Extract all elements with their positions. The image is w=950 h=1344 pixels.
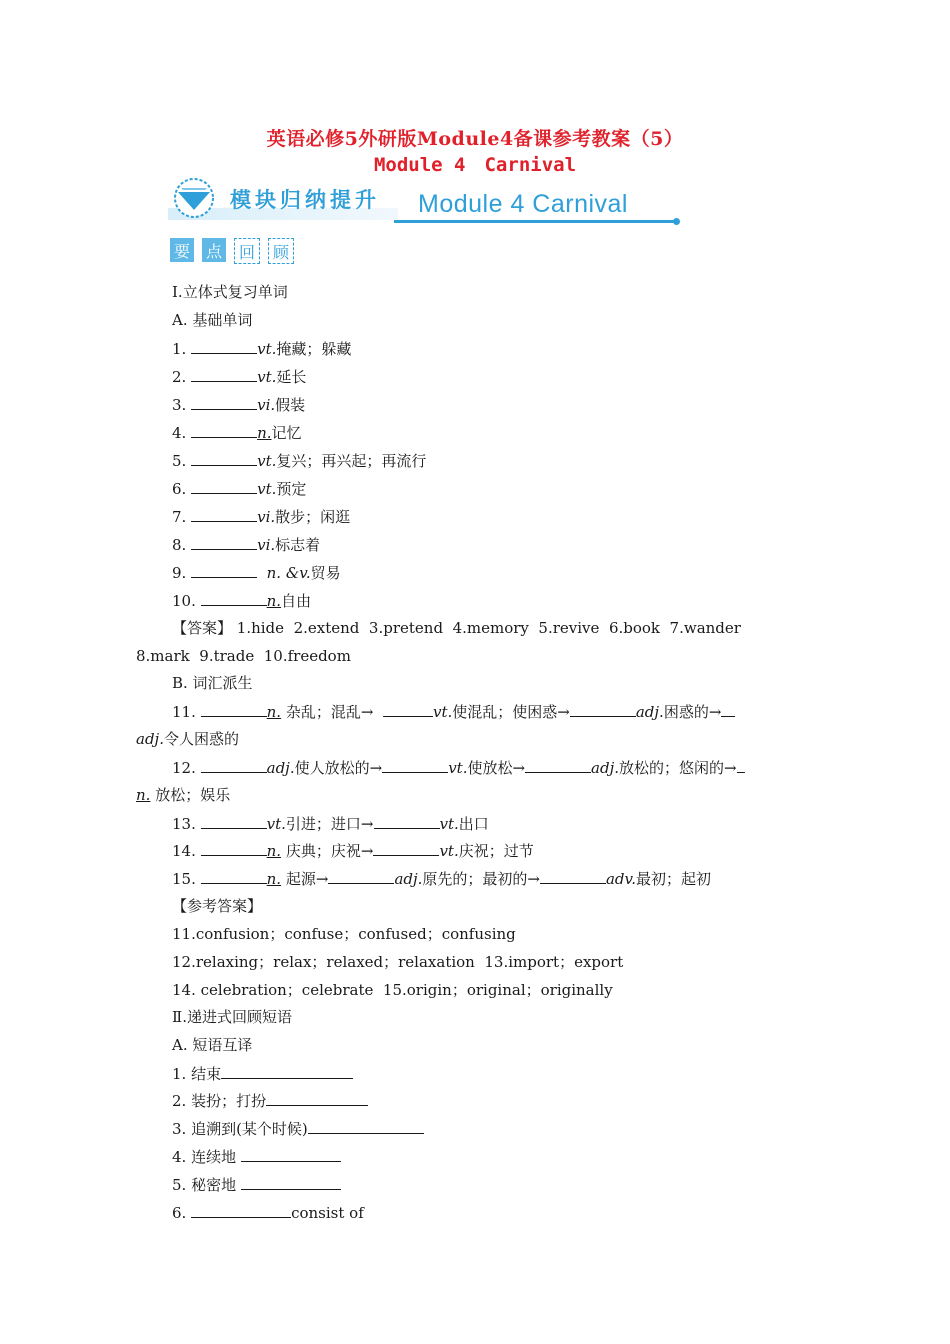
answer-blank[interactable] [721,701,735,717]
word-meaning: 放松；娱乐 [155,786,231,804]
word-meaning: 出口 [458,815,489,833]
word-meaning: 杂乱；混乱→ [285,703,374,721]
part-of-speech: n. [266,592,282,610]
item-number: 8. [172,536,187,554]
word-meaning: 引进；进口→ [285,815,374,833]
derive-item-14 [172,840,534,861]
answer-blank[interactable] [201,590,267,606]
derive-item-12-cont [136,785,230,805]
phrase-prompt: 4. 连续地 [172,1148,241,1166]
banner-rule [394,220,676,223]
part-of-speech: vi. [257,508,276,526]
answer-blank[interactable] [266,1090,368,1106]
word-meaning: 掩藏；躲藏 [276,340,352,358]
section-tag: 回 [234,238,260,264]
answer-blank[interactable] [191,394,257,410]
phrase-prompt: 5. 秘密地 [172,1176,241,1194]
item-number: 4. [172,424,187,442]
answer-blank[interactable] [201,757,267,773]
answer-blank[interactable] [382,757,448,773]
item-number: 2. [172,368,187,386]
derive-item-15 [172,868,711,889]
derive-item-11 [172,701,735,722]
reference-answer-label: 【参考答案】 [172,897,263,915]
section-tag: 点 [202,238,226,262]
document-subtitle: Module 4 Carnival [373,154,577,176]
part2-heading: Ⅱ.递进式回顾短语 [172,1008,292,1026]
part-of-speech: vt. [439,842,459,860]
item-number: 14. [172,842,196,860]
part-of-speech: vt. [257,368,277,386]
part1-sub-a: A. 基础单词 [172,311,253,329]
banner-dot [673,218,680,225]
banner-chinese-title: 模块归纳提升 [230,188,380,212]
phrase-english: consist of [291,1204,364,1222]
part1-heading: Ⅰ.立体式复习单词 [172,283,288,301]
word-meaning: 困惑的→ [663,703,722,721]
word-item [172,478,306,499]
word-meaning: 散步；闲逛 [275,508,351,526]
part-of-speech: n. [266,870,282,888]
section-tag-group [170,238,302,266]
item-number: 10. [172,592,196,610]
part-of-speech: vi. [257,396,276,414]
word-meaning: 自由 [281,592,312,610]
part-of-speech: vt. [257,340,277,358]
item-number: 11. [172,703,196,721]
part-of-speech: vt. [432,703,453,721]
part1-sub-b: B. 词汇派生 [172,674,253,692]
word-meaning: 原先的；最初的→ [422,870,540,888]
word-meaning: 记忆 [271,424,302,442]
phrase-item [172,1202,364,1223]
part-of-speech: vt. [448,759,468,777]
answer-text: 1.hide 2.extend 3.pretend 4.memory 5.revive 6.book 7.wander [232,619,741,637]
module-banner [168,176,680,228]
section-tag: 顾 [268,238,294,264]
word-meaning: 令人困惑的 [163,730,239,748]
phrase-prompt: 3. 追溯到(某个时候) [172,1120,308,1138]
answer-blank[interactable] [373,840,439,856]
phrase-item [172,1118,424,1139]
phrase-item [172,1146,341,1167]
answer-blank[interactable] [540,868,606,884]
part-of-speech: n. [136,786,151,804]
part-of-speech: adj. [394,870,423,888]
part-of-speech: n. &v. [266,564,311,582]
document-title: 英语必修5外研版Module4备课参考教案（5） [266,128,684,150]
answer-blank[interactable] [221,1063,353,1079]
part-of-speech: adj. [136,730,164,748]
part-of-speech: adj. [635,703,664,721]
answer-blank[interactable] [328,868,394,884]
part-of-speech: adj. [266,759,295,777]
word-meaning: 使人放松的→ [294,759,383,777]
answer-blank[interactable] [201,840,267,856]
triangle-badge-icon [172,178,216,218]
answer-blank[interactable] [570,701,636,717]
item-number: 3. [172,396,187,414]
answer-blank[interactable] [525,757,591,773]
answer-blank[interactable] [201,701,267,717]
item-number: 7. [172,508,187,526]
part-of-speech: n. [257,424,272,442]
item-number: 1. [172,340,187,358]
word-meaning: 庆典；庆祝→ [285,842,374,860]
word-meaning: 假装 [275,396,306,414]
word-item [172,450,426,471]
word-meaning: 延长 [276,368,307,386]
answer-blank[interactable] [191,1202,291,1218]
reference-answer-line: 14. celebration；celebrate 15.origin；original；originally [172,981,613,999]
item-number: 5. [172,452,187,470]
reference-answer-line: 11.confusion；confuse；confused；confusing [172,925,516,943]
item-number: 12. [172,759,196,777]
answer-blank[interactable] [737,757,745,773]
part2-sub-a: A. 短语互译 [172,1036,253,1054]
part-of-speech: vt. [266,815,286,833]
answer-blank[interactable] [241,1146,341,1162]
word-item [172,506,350,527]
word-item [172,590,311,611]
word-item [172,366,306,387]
word-meaning: 放松的；悠闲的→ [619,759,737,777]
word-item [172,394,305,415]
answer-blank[interactable] [241,1174,341,1190]
answer-blank[interactable] [191,450,257,466]
answer-blank[interactable] [191,562,257,578]
phrase-item [172,1063,353,1084]
word-meaning: 使放松→ [467,759,526,777]
word-meaning: 标志着 [275,536,321,554]
section-tag: 要 [170,238,194,262]
reference-answer-line: 12.relaxing；relax；relaxed；relaxation 13.import；export [172,953,624,971]
answer-blank[interactable] [191,534,257,550]
word-item [172,422,302,443]
part-of-speech: adv. [605,870,636,888]
item-number: 13. [172,815,196,833]
item-number: 9. [172,564,187,582]
answer-blank[interactable] [191,506,257,522]
answer-label: 【答案】 [172,619,233,637]
word-meaning: 起源→ [285,870,329,888]
word-meaning: 庆祝；过节 [458,842,534,860]
answer-blank[interactable] [191,366,257,382]
answer-blank[interactable] [191,478,257,494]
part-of-speech: adj. [591,759,620,777]
answer-blank[interactable] [374,813,440,829]
word-item [172,534,320,555]
word-meaning: 预定 [276,480,307,498]
part-of-speech: n. [266,842,282,860]
part-of-speech: vt. [439,815,459,833]
phrase-prompt: 1. 结束 [172,1065,222,1083]
derive-item-11-cont [136,729,239,749]
word-item [172,338,351,359]
part-of-speech: n. [266,703,282,721]
derive-item-13 [172,813,489,834]
item-number: 6. [172,480,187,498]
phrase-prompt: 6. [172,1204,192,1222]
phrase-item [172,1090,368,1111]
item-number: 15. [172,870,196,888]
answer-blank[interactable] [383,701,433,717]
word-meaning: 使混乱；使困惑→ [452,703,570,721]
word-item [172,562,341,583]
part-of-speech: vi. [257,536,276,554]
phrase-prompt: 2. 装扮；打扮 [172,1092,267,1110]
answer-blank[interactable] [201,813,267,829]
derive-item-12 [172,757,745,778]
answer-blank[interactable] [191,422,257,438]
answer-blank[interactable] [191,338,257,354]
answer-line [172,618,741,638]
banner-english-title: Module 4 Carnival [418,190,628,218]
answer-line-continued: 8.mark 9.trade 10.freedom [136,647,351,665]
word-meaning: 贸易 [310,564,341,582]
part-of-speech: vt. [257,452,277,470]
answer-blank[interactable] [308,1118,424,1134]
word-meaning: 复兴；再兴起；再流行 [276,452,427,470]
answer-blank[interactable] [201,868,267,884]
phrase-item [172,1174,341,1195]
part-of-speech: vt. [257,480,277,498]
word-meaning: 最初；起初 [636,870,712,888]
